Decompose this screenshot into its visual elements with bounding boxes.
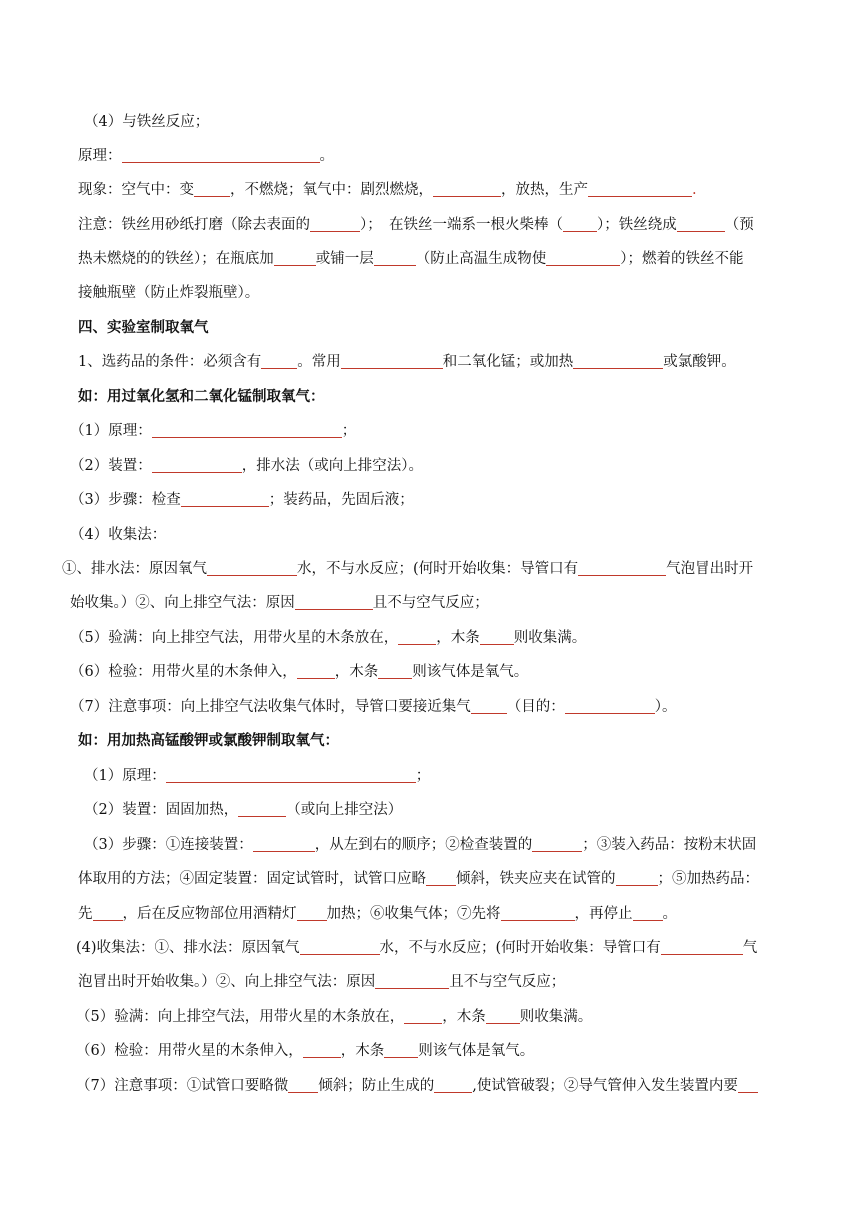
kmno4-test-line: （6）检验：用带火星的木条伸入， ，木条 则该气体是氧气。: [76, 1043, 535, 1059]
fill-blank[interactable]: [374, 250, 416, 266]
kmno4-check-full-line: （5）验满：向上排空气法，用带火星的木条放在， ，木条 则收集满。: [76, 1009, 593, 1025]
fill-blank[interactable]: [152, 422, 342, 438]
fill-blank[interactable]: [404, 1008, 442, 1024]
fill-blank[interactable]: [375, 973, 449, 989]
kmno4-steps-line-2: 体取用的方法；④固定装置：固定试管时，试管口应略 倾斜，铁夹应夹在试管的 ；⑤加热药品：: [78, 871, 759, 887]
fill-blank[interactable]: [398, 629, 436, 645]
fill-blank[interactable]: [297, 663, 335, 679]
fill-blank[interactable]: [532, 836, 582, 852]
h2o2-collect-heading: （4）收集法：: [70, 527, 167, 543]
h2o2-steps-line: （3）步骤：检查 ；装药品，先固后液；: [70, 492, 414, 508]
drug-selection-line: 1、选药品的条件：必须含有 。常用 和二氧化锰；或加热 或氯酸钾。: [78, 354, 736, 370]
fill-blank[interactable]: [297, 905, 327, 921]
fill-blank[interactable]: [573, 353, 663, 369]
iron-note-line-1: 注意：铁丝用砂纸打磨（除去表面的 ）； 在铁丝一端系一根火柴棒（ ）；铁丝绕成 （预: [78, 217, 754, 233]
fill-blank[interactable]: [578, 560, 666, 576]
fill-blank[interactable]: [434, 1077, 472, 1093]
fill-blank[interactable]: [433, 181, 501, 197]
fill-blank[interactable]: [565, 698, 655, 714]
section-title: 四、实验室制取氧气: [78, 319, 209, 336]
fill-blank[interactable]: [426, 870, 456, 886]
h2o2-collect-line-1: ①、排水法：原因氧气 水，不与水反应；(何时开始收集：导管口有 气泡冒出时开: [62, 561, 754, 577]
fill-blank[interactable]: [181, 491, 269, 507]
fill-blank[interactable]: [384, 1042, 418, 1058]
fill-blank[interactable]: [341, 353, 443, 369]
fill-blank[interactable]: [303, 1042, 341, 1058]
fill-blank[interactable]: [288, 1077, 318, 1093]
fill-blank[interactable]: [480, 629, 514, 645]
fill-blank[interactable]: [633, 905, 663, 921]
fill-blank[interactable]: [616, 870, 658, 886]
fill-blank[interactable]: [501, 905, 575, 921]
iron-note-line-2: 热未燃烧的的铁丝）；在瓶底加 或铺一层 （防止高温生成物使 ）；燃着的铁丝不能: [78, 251, 744, 267]
h2o2-principle-line: （1）原理： ；: [70, 423, 357, 439]
fill-blank[interactable]: [261, 353, 297, 369]
kmno4-subtitle: 如：用加热高锰酸钾或氯酸钾制取氧气：: [78, 732, 339, 749]
kmno4-principle-line: （1）原理： ；: [84, 768, 431, 784]
fill-blank[interactable]: [274, 250, 316, 266]
iron-phenomenon-line: 现象：空气中：变 ，不燃烧；氧气中：剧烈燃烧， ，放热，生产 .: [78, 182, 697, 198]
iron-reaction-heading: （4）与铁丝反应；: [84, 114, 210, 130]
h2o2-notes-line: （7）注意事项：向上排空气法收集气体时，导管口要接近集气 （目的： ）。: [70, 699, 677, 715]
fill-blank[interactable]: [546, 250, 620, 266]
h2o2-check-full-line: （5）验满：向上排空气法，用带火星的木条放在， ，木条 则收集满。: [70, 630, 587, 646]
fill-blank[interactable]: [295, 594, 373, 610]
iron-principle-line: 原理： 。: [78, 148, 334, 164]
fill-blank[interactable]: [253, 836, 315, 852]
fill-blank[interactable]: [661, 939, 743, 955]
kmno4-device-line: （2）装置：固固加热， （或向上排空法）: [84, 802, 403, 818]
kmno4-notes-line: （7）注意事项：①试管口要略微 倾斜；防止生成的 ,使试管破裂；②导气管伸入发生装置内要: [76, 1076, 758, 1096]
h2o2-test-line: （6）检验：用带火星的木条伸入， ，木条 则该气体是氧气。: [70, 664, 529, 680]
fill-blank[interactable]: [378, 663, 412, 679]
fill-blank[interactable]: [471, 698, 507, 714]
h2o2-subtitle: 如：用过氧化氢和二氧化锰制取氧气：: [78, 388, 325, 405]
fill-blank[interactable]: [122, 147, 320, 163]
kmno4-collect-line-2: 泡冒出时开始收集。）②、向上排空气法：原因 且不与空气反应；: [78, 974, 566, 990]
fill-blank[interactable]: [194, 181, 230, 197]
fill-blank[interactable]: [486, 1008, 520, 1024]
h2o2-collect-line-2: 始收集。）②、向上排空气法：原因 且不与空气反应；: [70, 595, 489, 611]
fill-blank[interactable]: [300, 939, 380, 955]
fill-blank[interactable]: [588, 181, 692, 197]
kmno4-steps-line-1: （3）步骤：①连接装置： ，从左到右的顺序；②检查装置的 ；③装入药品：按粉末状固: [84, 837, 757, 853]
fill-blank[interactable]: [207, 560, 297, 576]
fill-blank[interactable]: [152, 457, 242, 473]
fill-blank[interactable]: [677, 216, 725, 232]
fill-blank[interactable]: [238, 801, 286, 817]
fill-blank[interactable]: [93, 905, 123, 921]
kmno4-collect-line-1: (4)收集法：①、排水法：原因氧气 水，不与水反应；(何时开始收集：导管口有 气: [76, 940, 758, 956]
fill-blank[interactable]: [310, 216, 360, 232]
kmno4-steps-line-3: 先 ，后在反应物部位用酒精灯 加热；⑥收集气体；⑦先将 ，再停止 。: [78, 906, 677, 922]
iron-note-line-3: 接触瓶壁（防止炸裂瓶壁）。: [78, 285, 260, 301]
fill-blank[interactable]: [738, 1077, 758, 1093]
h2o2-device-line: （2）装置： ，排水法（或向上排空法）。: [70, 458, 423, 474]
fill-blank[interactable]: [166, 767, 416, 783]
fill-blank[interactable]: [563, 216, 597, 232]
